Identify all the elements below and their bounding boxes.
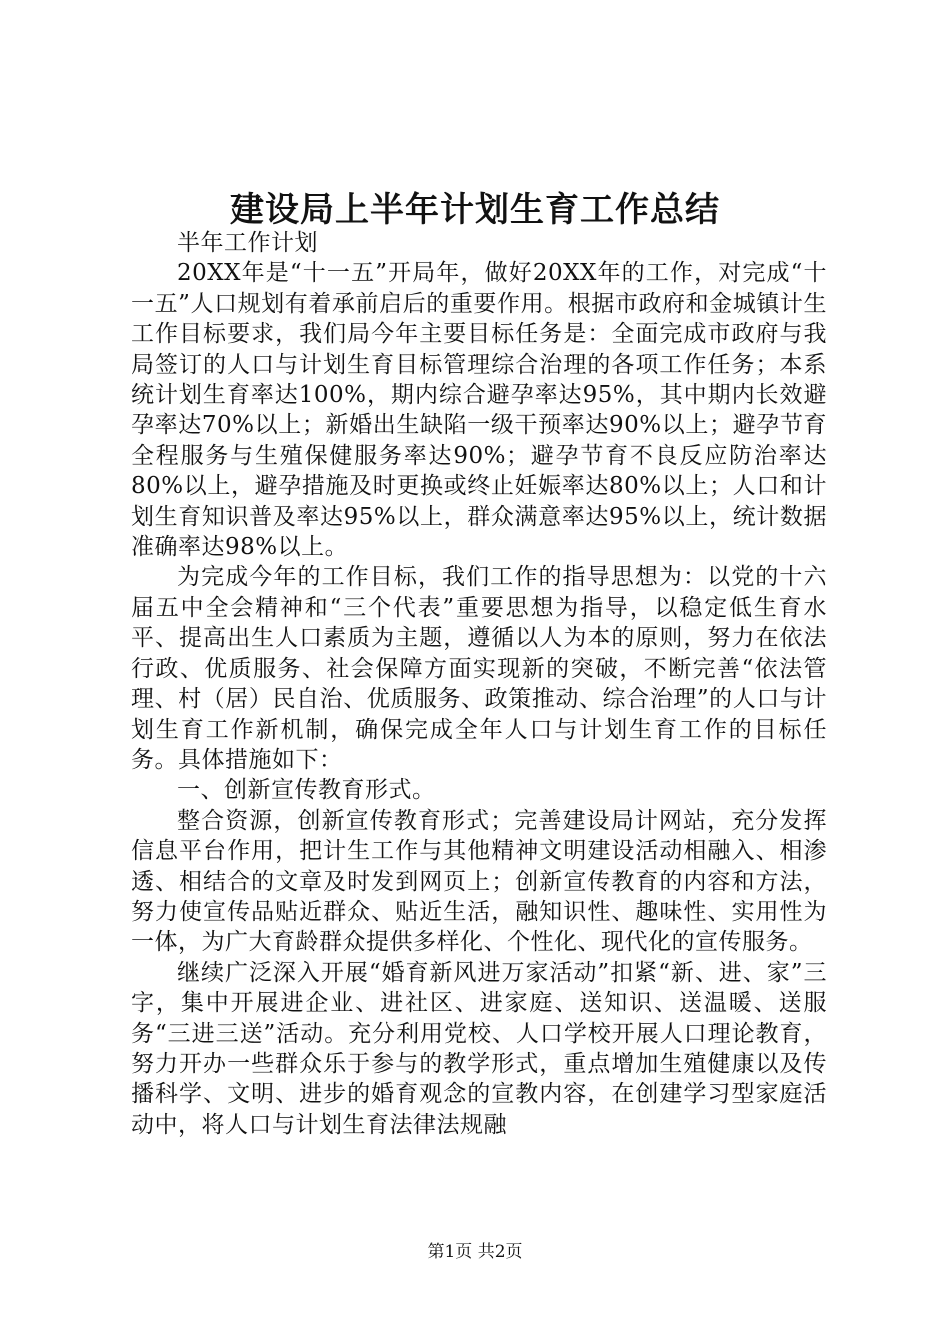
paragraph-continue-campaign: 继续广泛深入开展“婚育新风进万家活动”扣紧“新、进、家”三字，集中开展进企业、进社区、进家庭、送知识、送温暖、送服务“三进三送”活动。充分利用党校、人口学校开展人口理论教育，努力开办一些群众乐于参与的教学形式，重点增加生殖健康以及传播科学、文明、进步的婚育观念的宣教内容，在创建学习型家庭活动中，将人口与计划生育法律法规融 xyxy=(131,959,827,1138)
section-heading: 半年工作计划 xyxy=(177,230,318,256)
paragraph-integrate-resources: 整合资源，创新宣传教育形式；完善建设局计网站，充分发挥信息平台作用，把计生工作与其他精神文明建设活动相融入、相渗透、相结合的文章及时发到网页上；创新宣传教育的内容和方法，努力使宣传品贴近群众、贴近生活，融知识性、趣味性、实用性为一体，为广大育龄群众提供多样化、个性化、现代化的宣传服务。 xyxy=(131,807,827,956)
page-number: 第1页 xyxy=(427,1242,473,1262)
document-body xyxy=(131,228,827,1140)
page-footer xyxy=(0,1240,950,1264)
paragraph-guiding-ideology: 为完成今年的工作目标，我们工作的指导思想为：以党的十六届五中全会精神和“三个代表”重要思想为指导，以稳定低生育水平、提高出生人口素质为主题，遵循以人为本的原则，努力在依法行政、优质服务、社会保障方面实现新的突破，不断完善“依法管理、村（居）民自治、优质服务、政策推动、综合治理”的人口与计划生育工作新机制，确保完成全年人口与计划生育工作的目标任务。具体措施如下： xyxy=(131,564,827,773)
subsection-heading: 一、创新宣传教育形式。 xyxy=(177,777,436,804)
document-title: 建设局上半年计划生育工作总结 xyxy=(230,190,720,230)
page-total: 共2页 xyxy=(477,1242,523,1262)
paragraph-goals: 20XX年是“十一五”开局年，做好20XX年的工作，对完成“十一五”人口规划有着承前启后的重要作用。根据市政府和金城镇计生工作目标要求，我们局今年主要目标任务是：全面完成市政府与我局签订的人口与计划生育目标管理综合治理的各项工作任务；本系统计划生育率达100%，期内综合避孕率达95%，其中期内长效避孕率达70%以上；新婚出生缺陷一级干预率达90%以上；避孕节育全程服务与生殖保健服务率达90%；避孕节育不良反应防治率达80%以上，避孕措施及时更换或终止妊娠率达80%以上；人口和计划生育知识普及率达95%以上，群众满意率达95%以上，统计数据准确率达98%以上。 xyxy=(131,260,827,561)
